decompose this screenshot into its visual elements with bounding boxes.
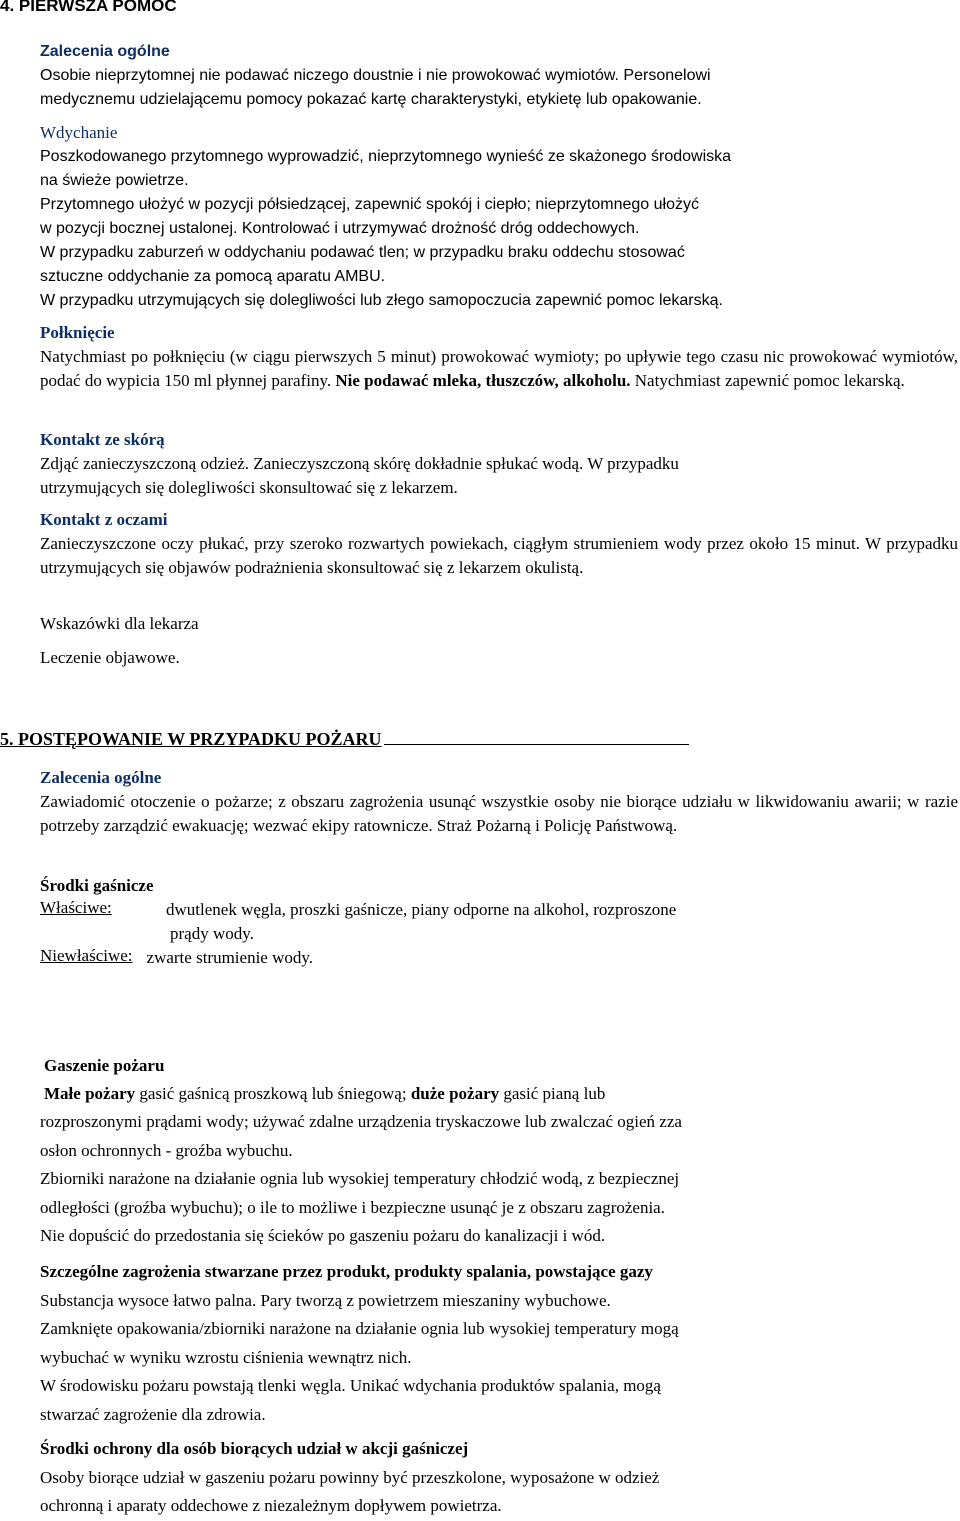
firefighting-line: Nie dopuścić do przedostania się ścieków po gaszeniu pożaru do kanalizacji i wód. — [40, 1226, 606, 1246]
hazards-line: Substancja wysoce łatwo palna. Pary tworzą z powietrzem mieszaniny wybuchowe. — [40, 1290, 611, 1310]
first-aid-general-line: Osobie nieprzytomnej nie podawać niczego doustnie i nie prowokować wymiotów. Personelowi — [40, 67, 711, 84]
doctor-heading: Wskazówki dla lekarza — [40, 614, 199, 633]
inhalation-line: na świeże powietrze. — [40, 172, 189, 189]
section-5-title — [0, 728, 689, 750]
title-rule — [384, 728, 689, 745]
inhalation-line: W przypadku zaburzeń w oddychaniu podawać tlen; w przypadku braku oddechu stosować — [40, 244, 685, 261]
section-4-title: 4. PIERWSZA POMOC — [0, 0, 177, 15]
protection-line: Osoby biorące udział w gaszeniu pożaru powinny być przeszkolone, wyposażone w odzież — [40, 1467, 660, 1487]
ingestion-text — [40, 345, 958, 393]
firefighting-bold: duże pożary — [410, 1084, 500, 1103]
protection-block — [40, 1435, 940, 1521]
inhalation-line: Przytomnego ułożyć w pozycji półsiedzącej, zapewnić spokój i ciepło; nieprzytomnego ułożyć — [40, 196, 699, 213]
suitable-row — [40, 898, 958, 946]
fire-general-text: Zawiadomić otoczenie o pożarze; z obszaru zagrożenia usunąć wszystkie osoby nie biorące udziału w likwidowaniu awarii; w razie potrzeby zarządzić ewakuację; wezwać ekipy ratownicze. Straż Pożarną i Policję Państwową. — [40, 792, 958, 835]
extinguishing-heading: Środki gaśnicze — [40, 876, 154, 895]
suitable-line: dwutlenek węgla, proszki gaśnicze, piany odporne na alkohol, rozproszone — [166, 900, 677, 919]
inhalation-block — [40, 121, 958, 313]
doctor-block — [40, 612, 958, 670]
firefighting-block — [44, 1054, 944, 1109]
inhalation-line: w pozycji bocznej ustalonej. Kontrolować i utrzymywać drożność dróg oddechowych. — [40, 220, 640, 237]
first-aid-general-heading: Zalecenia ogólne — [40, 43, 170, 60]
hazards-line: wybuchać w wyniku wzrostu ciśnienia wewnątrz nich. — [40, 1347, 412, 1367]
skin-heading: Kontakt ze skórą — [40, 430, 165, 449]
unsuitable-row — [40, 946, 958, 970]
skin-line: Zdjąć zanieczyszczoną odzież. Zanieczyszczoną skórę dokładnie spłukać wodą. W przypadku — [40, 454, 679, 473]
firefighting-line — [44, 1080, 944, 1109]
eyes-block — [40, 508, 958, 580]
hazards-line: Zamknięte opakowania/zbiorniki narażone na działanie ognia lub wysokiej temperatury mogą — [40, 1319, 679, 1339]
firefighting-lines — [40, 1108, 940, 1251]
firefighting-bold: Małe pożary — [44, 1084, 136, 1103]
inhalation-line: sztuczne oddychanie za pomocą aparatu AMBU. — [40, 268, 386, 285]
hazards-line: W środowisku pożaru powstają tlenki węgla. Unikać wdychania produktów spalania, mogą — [40, 1376, 661, 1396]
eyes-heading: Kontakt z oczami — [40, 510, 168, 529]
inhalation-heading: Wdychanie — [40, 123, 118, 142]
doctor-text: Leczenie objawowe. — [40, 648, 180, 667]
fire-general-heading: Zalecenia ogólne — [40, 768, 162, 787]
protection-heading: Środki ochrony dla osób biorących udział w akcji gaśniczej — [40, 1439, 469, 1458]
suitable-line: prądy wody. — [170, 924, 254, 943]
firefighting-heading: Gaszenie pożaru — [44, 1056, 165, 1075]
firefighting-line: osłon ochronnych - groźba wybuchu. — [40, 1140, 293, 1160]
firefighting-text: gasić pianą lub — [499, 1084, 606, 1103]
section-5-title-text: 5. POSTĘPOWANIE W PRZYPADKU POŻARU — [0, 729, 382, 749]
ingestion-block — [40, 321, 958, 393]
hazards-heading: Szczególne zagrożenia stwarzane przez produkt, produkty spalania, powstające gazy — [40, 1262, 653, 1281]
ingestion-text-bold: Nie podawać mleka, tłuszczów, alkoholu. — [335, 371, 631, 390]
unsuitable-term: Niewłaściwe: — [40, 946, 133, 965]
eyes-text: Zanieczyszczone oczy płukać, przy szeroko rozwartych powiekach, ciągłym strumieniem wody przez około 15 minut. W przypadku utrzymujących się objawów podrażnienia skonsultować się z lekarzem okulistą. — [40, 534, 958, 577]
first-aid-general-line: medycznemu udzielającemu pomocy pokazać kartę charakterystyki, etykietę lub opakowanie. — [40, 91, 702, 108]
protection-line: ochronną i aparaty oddechowe z niezależnym dopływem powietrza. — [40, 1496, 502, 1516]
inhalation-line: W przypadku utrzymujących się dolegliwości lub złego samopoczucia zapewnić pomoc lekarską. — [40, 292, 723, 309]
firefighting-line: rozproszonymi prądami wody; używać zdalne urządzenia tryskaczowe lub zwalczać ogień zza — [40, 1112, 682, 1131]
extinguishing-block — [40, 874, 958, 970]
suitable-term: Właściwe: — [40, 898, 112, 917]
firefighting-text: gasić gaśnicą proszkową lub śniegową; — [135, 1084, 411, 1103]
hazards-block — [40, 1258, 940, 1430]
skin-block — [40, 428, 958, 500]
ingestion-text-b: Natychmiast zapewnić pomoc lekarską. — [630, 371, 905, 390]
unsuitable-text: zwarte strumienie wody. — [146, 948, 314, 967]
inhalation-line: Poszkodowanego przytomnego wyprowadzić, nieprzytomnego wynieść ze skażonego środowiska — [40, 148, 732, 165]
firefighting-line: odległości (groźba wybuchu); o ile to możliwe i bezpieczne usunąć je z obszaru zagrożenia. — [40, 1197, 665, 1217]
ingestion-heading: Połknięcie — [40, 323, 115, 342]
hazards-line: stwarzać zagrożenie dla zdrowia. — [40, 1404, 266, 1424]
first-aid-general — [40, 40, 958, 112]
skin-line: utrzymujących się dolegliwości skonsultować się z lekarzem. — [40, 478, 458, 497]
firefighting-line: Zbiorniki narażone na działanie ognia lub wysokiej temperatury chłodzić wodą, z bezpiecznej — [40, 1169, 680, 1189]
fire-general-block — [40, 766, 958, 838]
ingestion-text-a: Natychmiast po połknięciu (w ciągu pierwszych 5 minut) prowokować wymioty; po upływie tego czasu nic prowokować wymiotów, podać do wypicia 150 ml płynnej parafiny. — [40, 347, 958, 390]
